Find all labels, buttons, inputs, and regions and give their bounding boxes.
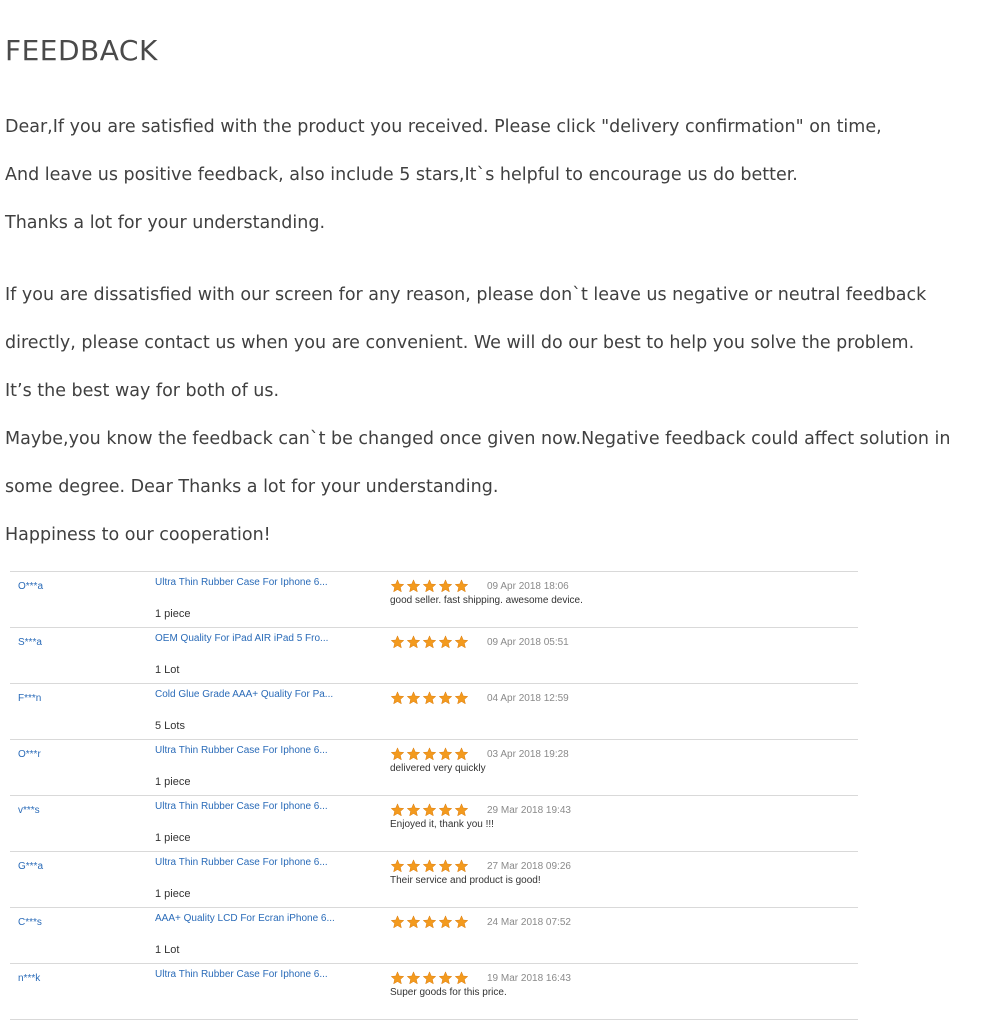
dissatisfied-paragraph-line: Maybe,you know the feedback can`t be changed once given now.Negative feedback could affect solution in: [5, 429, 951, 449]
star-icon: [422, 859, 437, 873]
star-icon: [422, 971, 437, 985]
feedback-date: 04 Apr 2018 12:59: [487, 693, 569, 704]
buyer-name: C***s: [18, 917, 42, 928]
feedback-comment: Enjoyed it, thank you !!!: [390, 819, 494, 830]
dissatisfied-paragraph-line: It’s the best way for both of us.: [5, 381, 280, 401]
star-icon: [406, 971, 421, 985]
buyer-name: n***k: [18, 973, 41, 984]
star-rating: [390, 579, 469, 593]
intro-paragraph-line: And leave us positive feedback, also include 5 stars,It`s helpful to encourage us do better.: [5, 165, 798, 185]
intro-paragraph-line: Dear,If you are satisfied with the product you received. Please click "delivery confirmation" on time,: [5, 117, 882, 137]
feedback-date: 09 Apr 2018 05:51: [487, 637, 569, 648]
star-icon: [454, 859, 469, 873]
feedback-date: 27 Mar 2018 09:26: [487, 861, 571, 872]
feedback-comment: Their service and product is good!: [390, 875, 541, 886]
product-link[interactable]: Ultra Thin Rubber Case For Iphone 6...: [155, 745, 328, 756]
star-icon: [390, 915, 405, 929]
product-link[interactable]: OEM Quality For iPad AIR iPad 5 Fro...: [155, 633, 329, 644]
order-quantity: 1 piece: [155, 888, 191, 900]
feedback-row: [10, 684, 858, 740]
star-icon: [422, 915, 437, 929]
feedback-comment: good seller. fast shipping. awesome device.: [390, 595, 583, 606]
buyer-name: F***n: [18, 693, 42, 704]
page-title: FEEDBACK: [5, 34, 158, 67]
feedback-comment: delivered very quickly: [390, 763, 486, 774]
star-icon: [406, 747, 421, 761]
product-link[interactable]: Ultra Thin Rubber Case For Iphone 6...: [155, 969, 328, 980]
feedback-date: 09 Apr 2018 18:06: [487, 581, 569, 592]
feedback-row: [10, 852, 858, 908]
product-link[interactable]: Ultra Thin Rubber Case For Iphone 6...: [155, 577, 328, 588]
star-icon: [438, 859, 453, 873]
star-icon: [422, 635, 437, 649]
buyer-name: O***r: [18, 749, 41, 760]
order-quantity: 1 piece: [155, 832, 191, 844]
star-icon: [390, 579, 405, 593]
star-icon: [422, 803, 437, 817]
star-icon: [390, 803, 405, 817]
buyer-name: G***a: [18, 861, 44, 872]
product-link[interactable]: Ultra Thin Rubber Case For Iphone 6...: [155, 801, 328, 812]
order-quantity: 1 Lot: [155, 944, 180, 956]
feedback-date: 19 Mar 2018 16:43: [487, 973, 571, 984]
buyer-name: S***a: [18, 637, 42, 648]
star-rating: [390, 803, 469, 817]
star-icon: [422, 579, 437, 593]
star-icon: [438, 691, 453, 705]
star-icon: [454, 915, 469, 929]
dissatisfied-paragraph-line: If you are dissatisfied with our screen for any reason, please don`t leave us negative or neutral feedback: [5, 285, 927, 305]
star-icon: [406, 915, 421, 929]
feedback-row: [10, 908, 858, 964]
intro-paragraph-line: Thanks a lot for your understanding.: [5, 213, 326, 233]
order-quantity: 5 Lots: [155, 720, 185, 732]
star-icon: [390, 859, 405, 873]
star-icon: [406, 691, 421, 705]
star-icon: [438, 747, 453, 761]
star-rating: [390, 915, 469, 929]
star-icon: [406, 579, 421, 593]
feedback-table: [10, 571, 858, 1020]
product-link[interactable]: Cold Glue Grade AAA+ Quality For Pa...: [155, 689, 334, 700]
star-icon: [454, 971, 469, 985]
feedback-date: 29 Mar 2018 19:43: [487, 805, 571, 816]
star-icon: [438, 635, 453, 649]
order-quantity: 1 piece: [155, 776, 191, 788]
star-icon: [438, 803, 453, 817]
product-link[interactable]: Ultra Thin Rubber Case For Iphone 6...: [155, 857, 328, 868]
star-rating: [390, 747, 469, 761]
star-icon: [390, 691, 405, 705]
star-icon: [422, 747, 437, 761]
star-rating: [390, 635, 469, 649]
dissatisfied-paragraph-line: directly, please contact us when you are convenient. We will do our best to help you solve the problem.: [5, 333, 915, 353]
closing-line: Happiness to our cooperation!: [5, 525, 271, 545]
feedback-date: 24 Mar 2018 07:52: [487, 917, 571, 928]
buyer-name: v***s: [18, 805, 40, 816]
feedback-row: [10, 628, 858, 684]
buyer-name: O***a: [18, 581, 44, 592]
star-icon: [454, 803, 469, 817]
star-icon: [454, 579, 469, 593]
feedback-date: 03 Apr 2018 19:28: [487, 749, 569, 760]
star-rating: [390, 691, 469, 705]
order-quantity: 1 piece: [155, 608, 191, 620]
star-icon: [390, 971, 405, 985]
star-icon: [406, 635, 421, 649]
star-icon: [454, 691, 469, 705]
feedback-comment: Super goods for this price.: [390, 987, 507, 998]
star-icon: [390, 747, 405, 761]
star-icon: [390, 635, 405, 649]
feedback-row: [10, 796, 858, 852]
star-icon: [438, 915, 453, 929]
order-quantity: 1 Lot: [155, 664, 180, 676]
feedback-row: [10, 964, 858, 1020]
star-icon: [454, 747, 469, 761]
star-icon: [438, 971, 453, 985]
star-icon: [438, 579, 453, 593]
star-rating: [390, 971, 469, 985]
star-icon: [422, 691, 437, 705]
star-icon: [406, 803, 421, 817]
feedback-row: [10, 572, 858, 628]
dissatisfied-paragraph-line: some degree. Dear Thanks a lot for your understanding.: [5, 477, 499, 497]
star-icon: [406, 859, 421, 873]
star-rating: [390, 859, 469, 873]
feedback-row: [10, 740, 858, 796]
star-icon: [454, 635, 469, 649]
product-link[interactable]: AAA+ Quality LCD For Ecran iPhone 6...: [155, 913, 335, 924]
